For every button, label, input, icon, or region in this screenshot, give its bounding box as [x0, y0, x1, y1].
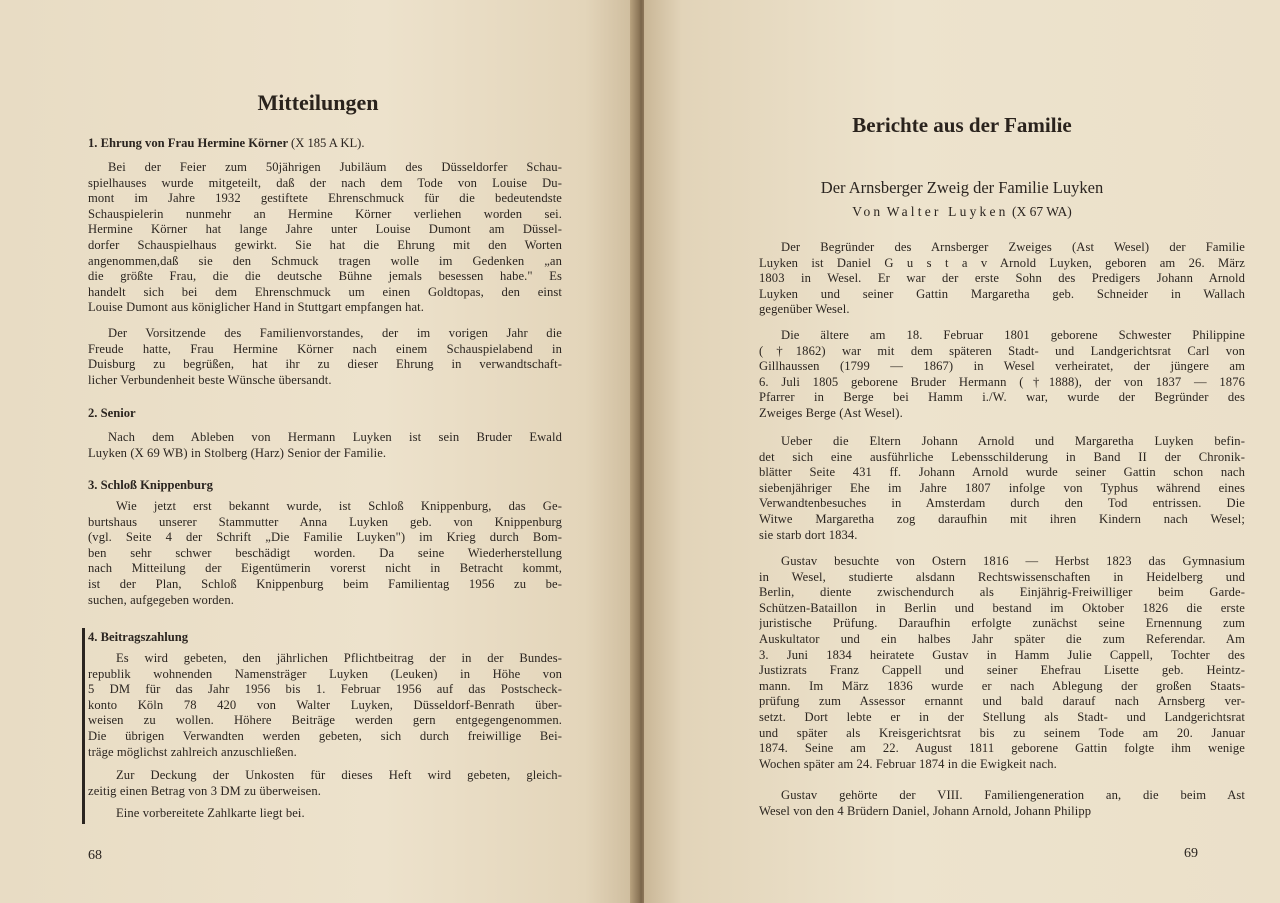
text-line: 1874. Seine am 22. August 1811 geborene Gattin folgte ihm wenige: [759, 741, 1245, 756]
section-heading-3: 3. Schloß Knippenburg: [88, 478, 213, 492]
text-line: Luyken ist Daniel G u s t a v Arnold Luyken, geboren am 26. März: [759, 255, 1245, 270]
section-heading-1: [88, 136, 365, 151]
text-line: licher Verbundenheit beste Wünsche übersandt.: [88, 372, 332, 387]
text-line: Louise Dumont aus königlicher Hand in Stuttgart empfangen hat.: [88, 300, 425, 315]
text-line: Die übrigen Verwandten werden gebeten, sich durch freiwillige Bei-: [88, 728, 562, 743]
text-line: Die ältere am 18. Februar 1801 geborene Schwester Philippine: [781, 328, 1245, 342]
text-line: Verwandtenbesuches in Amsterdam durch den Tod entrissen. Die: [759, 496, 1245, 511]
text-line: Luyken (X 69 WB) in Stolberg (Harz) Senior der Familie.: [88, 445, 387, 460]
text-line: handelt sich bei dem Ehrenschmuck um einen Goldtopas, den einst: [88, 284, 562, 299]
text-line: Es wird gebeten, den jährlichen Pflichtbeitrag der in der Bundes-: [116, 651, 562, 665]
text-line: Zur Deckung der Unkosten für dieses Heft wird gebeten, gleich-: [116, 768, 562, 782]
text-line: Berlin, diente zwischendurch als Einjährig-Freiwilliger beim Garde-: [759, 585, 1245, 600]
byline-ref: (X 67 WA): [1011, 204, 1072, 219]
text-line: 6. Juli 1805 geborene Bruder Hermann (†1888), der von 1837 — 1876: [759, 374, 1245, 389]
section-heading-1-text: 1. Ehrung von Frau Hermine Körner: [88, 136, 288, 150]
section-heading-2: 2. Senior: [88, 406, 136, 420]
text-line: prüfung zum Assessor ernannt und bald darauf nach Arnsberg ver-: [759, 694, 1245, 709]
text-line: Witwe Margaretha zog daraufhin mit ihren Kindern nach Wesel;: [759, 511, 1245, 526]
article-paragraph-5: [759, 788, 1245, 819]
text-line: Pfarrer in Berge bei Hamm i./W. war, wurde der Begründer des: [759, 390, 1245, 405]
text-line: Duisburg zu begrüßen, hat ihr zu dieser Ehrung in verwandtschaft-: [88, 357, 562, 372]
byline-name: Walter Luyken: [886, 204, 1009, 219]
article-subtitle: Der Arnsberger Zweig der Familie Luyken: [820, 178, 1104, 197]
text-line: ist der Plan, Schloß Knippenburg beim Familientag 1956 zu be-: [88, 576, 562, 591]
section-4-paragraph-3: [88, 806, 562, 822]
text-line: mont im Jahre 1932 gestiftete Ehrenschmuck für die bedeutendste: [88, 191, 562, 206]
text-line: Gustav gehörte der VIII. Familiengeneration an, die beim Ast: [781, 788, 1245, 802]
text-line: spielhauses wurde mitgeteilt, daß der nach dem Tode von Louise Du-: [88, 175, 562, 190]
text-line: gegenüber Wesel.: [759, 302, 850, 317]
text-line: setzt. Dort lebte er in der Stellung als Stadt- und Landgerichtsrat: [759, 709, 1245, 724]
text-line: 1803 in Wesel. Er war der erste Sohn des Predigers Johann Arnold: [759, 271, 1245, 286]
section-4-paragraph-2: [88, 768, 562, 799]
text-line: Hermine Körner hat lange Jahre unter Louise Dumont am Düssel-: [88, 222, 562, 237]
left-page-number: 68: [88, 848, 102, 863]
byline-prefix: Von: [852, 204, 884, 219]
text-line: Justizrats Franz Cappell und seiner Ehefrau Lisette geb. Heintz-: [759, 663, 1245, 678]
text-line: und später als Kreisgerichtsrat bis zu seinem Tode am 20. Januar: [759, 725, 1245, 740]
left-page: [0, 0, 636, 903]
article-byline: [644, 204, 1280, 220]
text-line: angenommen,daß sie den Schmuck tragen wolle im Gedenken „an: [88, 253, 562, 268]
text-line: Zweiges Berge (Ast Wesel).: [759, 405, 903, 420]
text-line: mann. Im März 1836 wurde er nach Ablegung der großen Staats-: [759, 678, 1245, 693]
text-line: Wesel von den 4 Brüdern Daniel, Johann Arnold, Johann Philipp: [759, 803, 1092, 818]
text-line: juristische Prüfung. Daraufhin erfolgte zunächst seine Ernennung zum: [759, 616, 1245, 631]
text-line: republik wohnenden Namensträger Luyken (Leuken) in Höhe von: [88, 666, 562, 681]
text-line: weisen zu wollen. Höhere Beiträge werden gern entgegengenommen.: [88, 713, 562, 728]
text-line: sie starb dort 1834.: [759, 527, 858, 542]
text-line: blätter Seite 431 ff. Johann Arnold wurde seiner Gattin schon nach: [759, 465, 1245, 480]
text-line: träge möglichst zahlreich anzuschließen.: [88, 744, 297, 759]
text-line: Schützen-Bataillon in Berlin und bestand im Oktober 1826 die erste: [759, 600, 1245, 615]
section-2-paragraph-1: [88, 430, 562, 461]
text-line: Wochen später am 24. Februar 1874 in die Ewigkeit nach.: [759, 756, 1057, 771]
article-paragraph-4: [759, 554, 1245, 772]
text-line: (vgl. Seite 4 der Schrift „Die Familie Luyken") im Krieg durch Bom-: [88, 530, 562, 545]
text-line: Schauspielerin nunmehr an Hermine Körner verliehen worden sei.: [88, 206, 562, 221]
text-line: burtshaus unserer Stammutter Anna Luyken geb. von Knippenburg: [88, 514, 562, 529]
margin-bar: [82, 628, 85, 824]
section-1-paragraph-2: [88, 326, 562, 388]
text-line: Wie jetzt erst bekannt wurde, ist Schloß Knippenburg, das Ge-: [116, 499, 562, 513]
text-line: Bei der Feier zum 50jährigen Jubiläum des Düsseldorfer Schau-: [108, 160, 562, 174]
text-line: Luyken und seiner Gattin Margaretha geb. Schneider in Wallach: [759, 286, 1245, 301]
section-1-paragraph-1: [88, 160, 562, 316]
text-line: in Wesel, studierte alsdann Rechtswissenschaften in Heidelberg und: [759, 569, 1245, 584]
right-page-title: Berichte aus der Familie: [852, 113, 1072, 137]
text-line: Eine vorbereitete Zahlkarte liegt bei.: [116, 806, 305, 820]
text-line: Gillhaussen (1799 — 1867) in Wesel verheiratet, der jüngere am: [759, 359, 1245, 374]
text-line: Auskultator und ein halbes Jahr später die zum Referendar. Am: [759, 631, 1245, 646]
text-line: Nach dem Ableben von Hermann Luyken ist sein Bruder Ewald: [108, 430, 562, 444]
article-paragraph-1: [759, 240, 1245, 318]
text-line: konto Köln 78 420 von Walter Luyken, Düsseldorf-Benrath über-: [88, 697, 562, 712]
left-page-title: Mitteilungen: [257, 90, 379, 115]
text-line: Ueber die Eltern Johann Arnold und Margaretha Luyken befin-: [781, 434, 1245, 448]
article-paragraph-3: [759, 434, 1245, 543]
section-3-paragraph-1: [88, 499, 562, 608]
text-line: ben sehr schwer beschädigt worden. Da seine Wiederherstellung: [88, 545, 562, 560]
text-line: siebenjähriger Ehe im Jahre 1807 infolge von Typhus während eines: [759, 480, 1245, 495]
text-line: det sich eine ausführliche Lebensschilderung in Band II der Chronik-: [759, 449, 1245, 464]
section-heading-1-ref: (X 185 A KL).: [291, 136, 365, 150]
text-line: 3. Juni 1834 heiratete Gustav in Hamm Julie Cappell, Tochter des: [759, 647, 1245, 662]
text-line: die größte Frau, die die deutsche Bühne jemals besessen habe." Es: [88, 269, 562, 284]
text-line: Gustav besuchte von Ostern 1816 — Herbst 1823 das Gymnasium: [781, 554, 1245, 568]
text-line: suchen, aufgegeben worden.: [88, 592, 234, 607]
text-line: Der Begründer des Arnsberger Zweiges (Ast Wesel) der Familie: [781, 240, 1245, 254]
right-page-number: 69: [1184, 846, 1198, 861]
right-page: [644, 0, 1280, 903]
section-4-paragraph-1: [88, 651, 562, 760]
text-line: zeitig einen Betrag von 3 DM zu überweisen.: [88, 783, 322, 798]
text-line: 5 DM für das Jahr 1956 bis 1. Februar 1956 auf das Postscheck-: [88, 682, 562, 697]
text-line: dorfer Schauspielhaus gewirkt. Sie hat die Ehrung mit den Worten: [88, 237, 562, 252]
text-line: Freude hatte, Frau Hermine Körner nach einem Schauspielabend in: [88, 341, 562, 356]
text-line: (†1862) war mit dem späteren Stadt- und Landgerichtsrat Carl von: [759, 343, 1245, 358]
article-paragraph-2: [759, 328, 1245, 422]
text-line: Der Vorsitzende des Familienvorstandes, der im vorigen Jahr die: [108, 326, 562, 340]
section-heading-4: 4. Beitragszahlung: [88, 630, 189, 644]
text-line: nach Mitteilung der Eigentümerin vorerst nicht in Betracht kommt,: [88, 561, 562, 576]
